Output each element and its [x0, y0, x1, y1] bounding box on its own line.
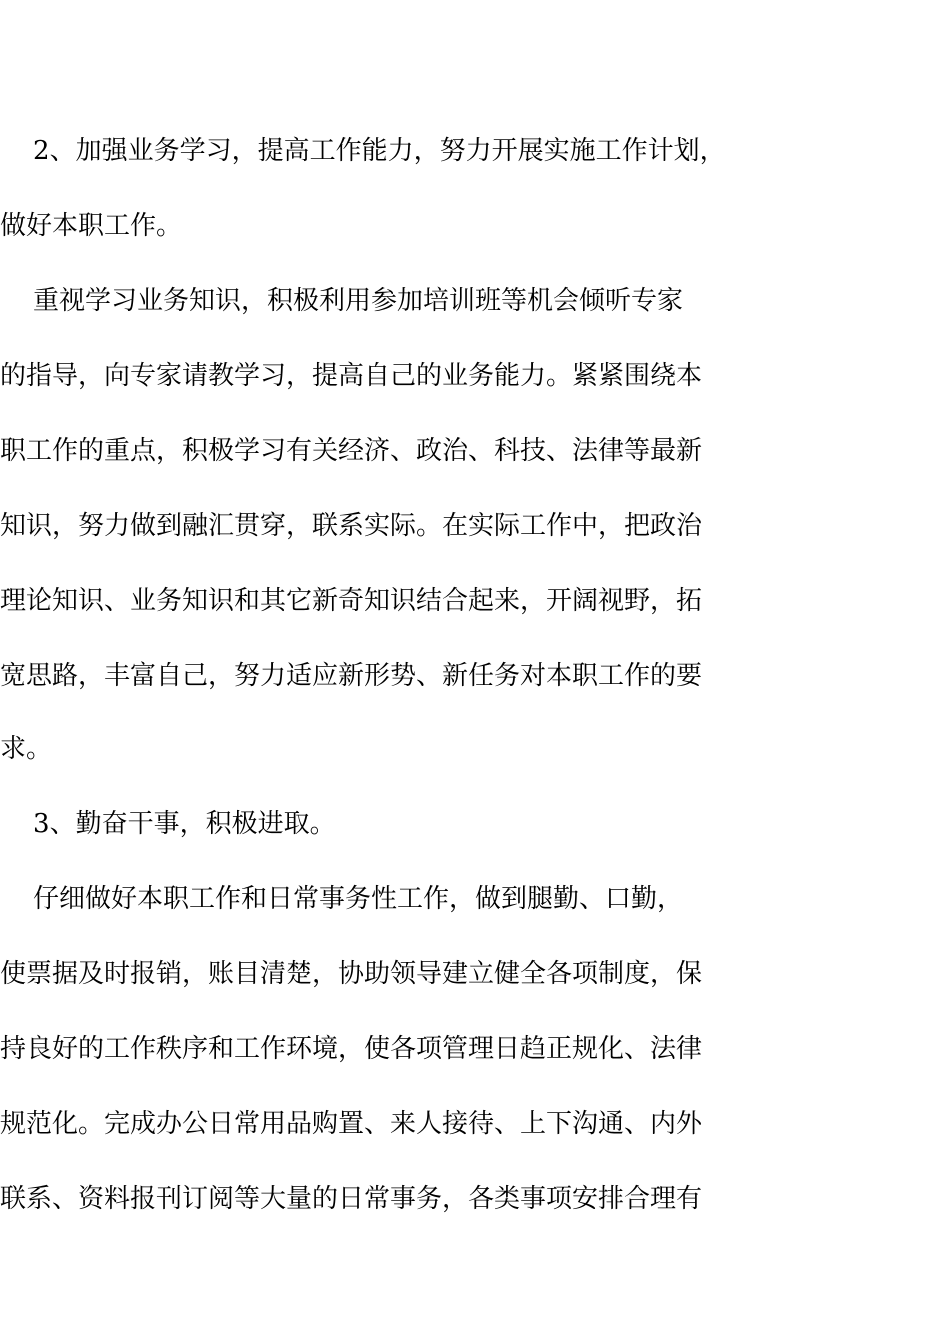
paragraph-line — [0, 581, 950, 621]
paragraph-line — [0, 281, 950, 321]
line-text: 做好本职工作。 — [0, 211, 183, 241]
paragraph-line — [0, 656, 950, 696]
line-text: 的指导，向专家请教学习，提高自己的业务能力。紧紧围绕本 — [0, 361, 703, 391]
line-text: 知识，努力做到融汇贯穿，联系实际。在实际工作中，把政治 — [0, 511, 703, 541]
paragraph-line — [0, 506, 950, 546]
paragraph-line — [0, 131, 950, 171]
line-text: 职工作的重点，积极学习有关经济、政治、科技、法律等最新 — [0, 436, 703, 466]
line-text: 宽思路，丰富自己，努力适应新形势、新任务对本职工作的要 — [0, 661, 703, 691]
line-text: 求。 — [0, 734, 53, 764]
line-text: 规范化。完成办公日常用品购置、来人接待、上下沟通、内外 — [0, 1109, 703, 1139]
paragraph-line — [0, 1104, 950, 1144]
line-text: 联系、资料报刊订阅等大量的日常事务，各类事项安排合理有 — [0, 1184, 703, 1214]
line-text: 持良好的工作秩序和工作环境，使各项管理日趋正规化、法律 — [0, 1034, 703, 1064]
line-text: 重视学习业务知识，积极利用参加培训班等机会倾听专家 — [0, 286, 684, 316]
paragraph-line — [0, 879, 950, 919]
paragraph-line — [0, 431, 950, 471]
paragraph-line — [0, 206, 950, 246]
line-text: 理论知识、业务知识和其它新奇知识结合起来，开阔视野，拓 — [0, 586, 703, 616]
paragraph-line — [0, 954, 950, 994]
line-text: 使票据及时报销，账目清楚，协助领导建立健全各项制度，保 — [0, 959, 703, 989]
paragraph-line — [0, 1029, 950, 1069]
paragraph-line — [0, 1179, 950, 1219]
line-text: 2、加强业务学习，提高工作能力，努力开展实施工作计划， — [0, 136, 726, 166]
paragraph-line — [0, 729, 950, 769]
line-text: 3、勤奋干事，积极进取。 — [0, 809, 336, 839]
paragraph-line — [0, 356, 950, 396]
line-text: 仔细做好本职工作和日常事务性工作，做到腿勤、口勤， — [0, 884, 684, 914]
paragraph-line — [0, 804, 950, 844]
